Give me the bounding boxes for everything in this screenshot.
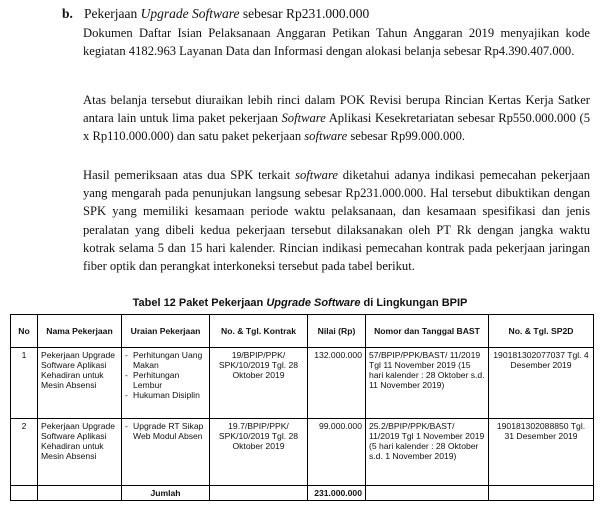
caption-em: Upgrade Software: [266, 297, 361, 309]
paragraph-2: [83, 91, 590, 146]
uraian-item: - Hukuman Disiplin: [125, 390, 206, 400]
uraian-item: - Upgrade RT Sikap Web Modul Absen: [125, 421, 206, 441]
table-caption: [0, 297, 600, 309]
paragraph-3: [83, 166, 590, 275]
header-nilai: Nilai (Rp): [308, 315, 366, 348]
section-label: b.: [62, 6, 73, 21]
cell-empty: [38, 486, 122, 501]
total-value: 231.000.000: [308, 486, 366, 501]
p2-text-b: Aplikasi Kesekretariatan sebesar Rp550.000.000 (5 x Rp110.000.000) dan satu paket pekerjaan: [83, 111, 590, 144]
p3-text-a: Hasil pemeriksaan atas dua SPK terkait: [83, 168, 296, 182]
p2-em-2: software: [304, 129, 348, 144]
cell-nilai: 132.000.000: [308, 348, 366, 419]
section-title-post: sebesar Rp231.000.000: [239, 6, 370, 21]
cell-sp2d: 190181302088850 Tgl. 31 Desember 2019: [489, 419, 594, 486]
table-total-row: [11, 486, 594, 501]
table-row: [11, 348, 594, 419]
p3-em: software: [295, 168, 338, 182]
uraian-item: - Perhitungan Uang Makan: [125, 350, 206, 370]
caption-pre: Tabel 12 Paket Pekerjaan: [132, 297, 267, 309]
cell-nama: Pekerjaan Upgrade Software Aplikasi Kehadiran untuk Mesin Absensi: [38, 348, 122, 419]
p2-em-1: Software: [281, 111, 326, 126]
cell-empty: [366, 486, 489, 501]
cell-no: 2: [11, 419, 38, 486]
cell-bast: 25.2/BPIP/PPK/BAST/ 11/2019 Tgl 1 November 2019 (5 hari kalender : 28 Oktober s.d. 1 November 2019): [366, 419, 489, 486]
cell-empty: [489, 486, 594, 501]
p2-text-c: sebesar Rp99.000.000.: [347, 129, 466, 144]
p3-text-b: diketahui adanya indikasi pemecahan pekerjaan yang mengarah pada penunjukan langsung sebesar Rp231.000.000. Hal tersebut dibuktikan dengan SPK yang memiliki kesamaan periode waktu pelaksanaan, dan kesamaan spesifikasi dan jenis peralatan yang dibeli kedua pekerjaan tersebut dilaksanakan oleh PT Rk dengan jangka waktu kotrak selama 5 dan 15 hari kalender. Rincian indikasi pemecahan kontrak pada pekerjaan jaringan fiber optik dan perangkat interkoneksi tersebut pada tabel berikut.: [83, 168, 590, 274]
table-row: [11, 419, 594, 486]
header-nama: Nama Pekerjaan: [38, 315, 122, 348]
paragraph-1: Dokumen Daftar Isian Pelaksanaan Anggaran Petikan Tahun Anggaran 2019 menyajikan kode kegiatan 4182.963 Layanan Data dan Informasi dengan alokasi belanja sebesar Rp4.390.407.000.: [83, 26, 590, 59]
section-heading: [62, 6, 369, 22]
header-bast: Nomor dan Tanggal BAST: [366, 315, 489, 348]
section-title-pre: Pekerjaan: [84, 6, 141, 21]
cell-uraian: [122, 348, 210, 419]
cell-kontrak: 19.7/BPIP/PPK/ SPK/10/2019 Tgl. 28 Oktober 2019: [210, 419, 308, 486]
total-label: Jumlah: [122, 486, 210, 501]
work-package-table: [10, 314, 594, 501]
cell-bast: 57/BPIP/PPK/BAST/ 11/2019 Tgl 11 November 2019 (15 hari kalender : 28 Oktober s.d. 11 November 2019): [366, 348, 489, 419]
header-uraian: Uraian Pekerjaan: [122, 315, 210, 348]
uraian-item: - Perhitungan Lembur: [125, 370, 206, 390]
cell-nilai: 99.000.000: [308, 419, 366, 486]
cell-sp2d: 190181302077037 Tgl. 4 Desember 2019: [489, 348, 594, 419]
cell-empty: [210, 486, 308, 501]
cell-kontrak: 19/BPIP/PPK/ SPK/10/2019 Tgl. 28 Oktober 2019: [210, 348, 308, 419]
table-header-row: [11, 315, 594, 348]
cell-uraian: [122, 419, 210, 486]
p2-text-a: Atas belanja tersebut diuraikan lebih rinci dalam POK Revisi berupa Rincian Kertas Kerja Satker antara lain untuk lima paket pekerjaan: [83, 93, 590, 126]
cell-empty: [11, 486, 38, 501]
header-no: No: [11, 315, 38, 348]
header-sp2d: No. & Tgl. SP2D: [489, 315, 594, 348]
header-kontrak: No. & Tgl. Kontrak: [210, 315, 308, 348]
caption-post: di Lingkungan BPIP: [360, 297, 468, 309]
cell-nama: Pekerjaan Upgrade Software Aplikasi Kehadiran untuk Mesin Absensi: [38, 419, 122, 486]
section-title-em: Upgrade Software: [140, 6, 240, 21]
cell-no: 1: [11, 348, 38, 419]
